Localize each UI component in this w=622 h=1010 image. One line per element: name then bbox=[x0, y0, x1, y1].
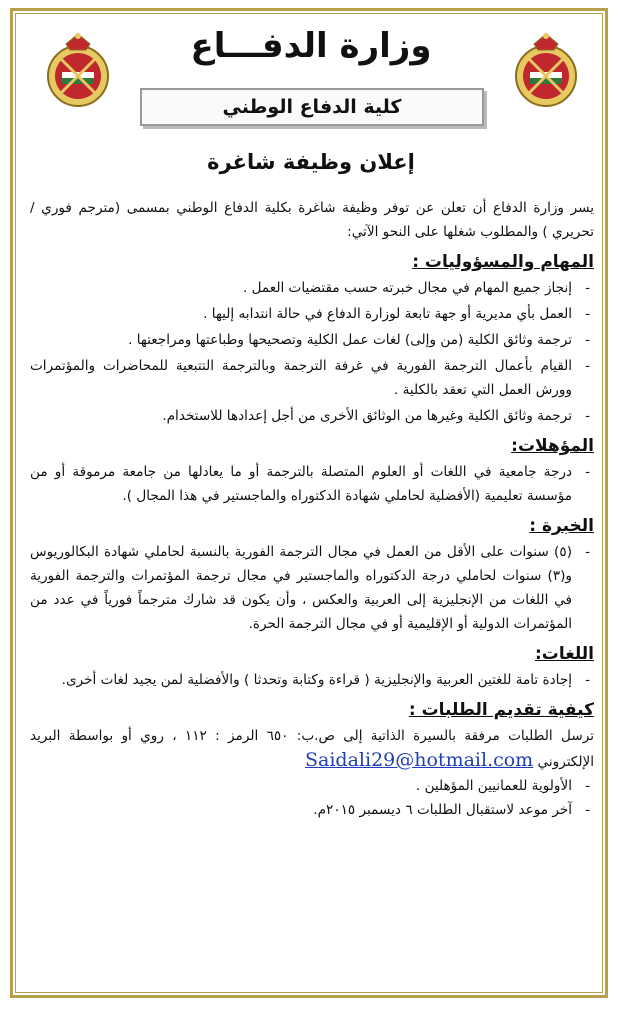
list-item: - إجادة تامة للغتين العربية والإنجليزية ( قراءة وكتابة وتحدثا ) والأفضلية لمن يجيد لغات أخرى. bbox=[30, 668, 594, 692]
qualifications-list bbox=[30, 460, 594, 508]
list-item: - (٥) سنوات على الأقل من العمل في مجال الترجمة الفورية بالنسبة لحاملي شهادة البكالوريوس و(٣) سنوات لحاملي درجة الدكتوراه والماجستير في مجال ترجمة المؤتمرات والترجمة الفورية في اللغات من الإنجليزية إلى العربية والعكس ، وأن يكون قد شارك مترجماً فورياً في عدد من المؤتمرات الدولية أو الإقليمية أو في مجال الترجمة الحرة. bbox=[30, 540, 594, 636]
experience-list bbox=[30, 540, 594, 636]
list-item: - ترجمة وثائق الكلية وغيرها من الوثائق الأخرى من أجل إعدادها للاستخدام. bbox=[30, 404, 594, 428]
intro-paragraph: يسر وزارة الدفاع أن تعلن عن توفر وظيفة شاغرة بكلية الدفاع الوطني بمسمى (مترجم فوري / تحريري ) والمطلوب شغلها على النحو الآتي: bbox=[30, 200, 594, 240]
duties-heading: المهام والمسؤوليات : bbox=[412, 252, 594, 272]
priority-note: - الأولوية للعمانيين المؤهلين . bbox=[30, 774, 594, 798]
duties-list bbox=[30, 276, 594, 428]
languages-heading: اللغات: bbox=[534, 644, 594, 664]
list-item: - ترجمة وثائق الكلية (من وإلى) لغات عمل الكلية وتصحيحها وطباعتها ومراجعتها . bbox=[30, 328, 594, 352]
announcement-title: إعلان وظيفة شاغرة bbox=[207, 150, 415, 174]
list-item: - القيام بأعمال الترجمة الفورية في غرفة الترجمة وبالترجمة التتبعية للمحاضرات والمؤتمرات وورش العمل التي تعقد بالكلية . bbox=[30, 354, 594, 402]
announcement-body bbox=[30, 196, 594, 822]
apply-text: ترسل الطلبات مرفقة بالسيرة الذاتية إلى ص.ب: ٦٥٠ الرمز : ١١٢ ، روي أو بواسطة البريد الإلكتروني bbox=[30, 728, 594, 770]
deadline-note: - آخر موعد لاستقبال الطلبات ٦ ديسمبر ٢٠١٥م. bbox=[30, 798, 594, 822]
qualifications-heading: المؤهلات: bbox=[511, 436, 594, 456]
list-item: - العمل بأي مديرية أو جهة تابعة لوزارة الدفاع في حالة انتدابه إليها . bbox=[30, 302, 594, 326]
apply-paragraph bbox=[30, 724, 594, 774]
list-item: - إنجاز جميع المهام في مجال خبرته حسب مقتضيات العمل . bbox=[30, 276, 594, 300]
languages-list bbox=[30, 668, 594, 692]
experience-heading: الخبرة : bbox=[529, 516, 594, 536]
list-item: - درجة جامعية في اللغات أو العلوم المتصلة بالترجمة أو ما يعادلها من جامعة مرموقة أو من مؤسسة تعليمية (الأفضلية لحاملي شهادة الدكتوراه والماجستير في هذا المجال ). bbox=[30, 460, 594, 508]
apply-heading: كيفية تقديم الطلبات : bbox=[408, 700, 594, 720]
email-link[interactable]: Saidali29@hotmail.com bbox=[305, 749, 534, 771]
college-name-box: كلية الدفاع الوطني bbox=[140, 88, 484, 126]
ministry-title: وزارة الدفـــاع bbox=[190, 26, 432, 66]
